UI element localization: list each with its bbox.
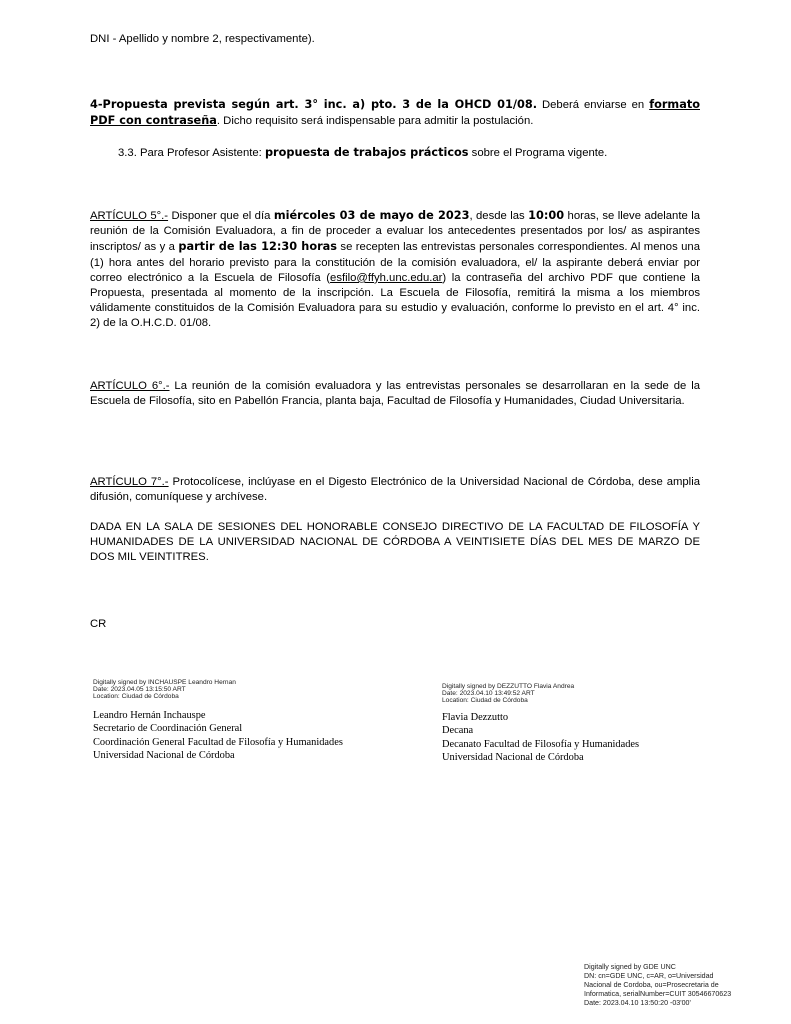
art5-text-2: , desde las [469,210,529,222]
gde-line: DN: cn=GDE UNC, c=AR, o=Universidad [584,971,714,980]
articulo-7-label: ARTÍCULO 7°.- [90,476,169,488]
signatory-name: Leandro Hernán Inchauspe [93,710,206,721]
gde-line: Digitally signed by GDE UNC [584,963,676,971]
articulo-6 [90,379,700,409]
propuesta-format: formato PDF con contraseña [90,98,700,128]
signatory-office: Decanato Facultad de Filosofía y Humanidades [442,738,640,750]
signatory-office: Coordinación General Facultad de Filosofía y Humanidades [93,736,343,748]
art5-text-4: se recepten las entrevistas personales correspondientes. Al menos una (1) hora antes del horario previsto para la constitución de la comisión evaluadora, el/ la aspirante deberá enviar por correo electrónico a la Escuela de Filosofía ( [90,241,700,284]
articulo-6-label: ARTÍCULO 6°.- [90,380,170,392]
asistente-text-2: sobre el Programa vigente. [468,147,608,159]
email-link[interactable]: esfilo@ffyh.unc.edu.ar [330,271,443,284]
articulo-5-label: ARTÍCULO 5°.- [90,210,169,222]
stamp-line: Location: Ciudad de Córdoba [442,697,528,704]
paragraph-profesor-asistente [118,145,700,161]
art5-text-1: Disponer que el día [168,210,274,222]
propuesta-heading: 4-Propuesta prevista según art. 3° inc. a) pto. 3 de la OHCD 01/08. [90,98,537,111]
art6-text: La reunión de la comisión evaluadora y las entrevistas personales se desarrollaran en la sede de la Escuela de Filosofía, sito en Pabellón Francia, planta baja, Facultad de Filosofía y Humanidades, Ciudad Universitaria. [90,380,701,408]
art5-text-5: ) la contraseña del archivo PDF que contiene la Propuesta, presentada al momento de la inscripción. La Escuela de Filosofía, remitirá la misma a los miembros válidamente constituidos de la Comisión Evaluadora para su estudio y evaluación, conforme lo previsto en el art. 4° inc. 2) de la O.H.C.D. 01/08. [90,271,700,330]
gde-line: Informatica, serialNumber=CUIT 30546670623 [584,989,732,998]
stamp-line: Date: 2023.04.10 13:49:52 ART [442,690,535,697]
signatory-role: Secretario de Coordinación General [93,723,243,735]
gde-line: Nacional de Cordoba, ou=Prosecretaria de [584,980,719,989]
continuation-line: DNI - Apellido y nombre 2, respectivamente). [90,33,315,45]
stamp-line: Date: 2023.04.05 13:15:50 ART [93,686,186,693]
art5-text-3: horas, se lleve adelante la reunión de la Comisión Evaluadora, a fin de proceder a evaluar los antecedentes presentados por los/ as aspirantes inscriptos/ as y a [90,210,700,254]
initials: CR [90,618,107,630]
gde-digital-signature [584,963,731,1008]
art5-interview-time: partir de las 12:30 horas [178,240,338,254]
art7-text: Protocolícese, inclúyase en el Digesto Electrónico de la Universidad Nacional de Córdoba, dese amplia difusión, comuníquese y archívese. [90,476,700,504]
paragraph-propuesta [90,97,700,129]
propuesta-text-2: . Dicho requisito será indispensable para admitir la postulación. [216,115,534,128]
art5-time: 10:00 [528,209,565,222]
signatory-1 [93,709,343,762]
stamp-line: Digitally signed by INCHAUSPE Leandro Hernan [93,679,236,686]
gde-line: Date: 2023.04.10 13:50:20 -03'00' [584,998,691,1007]
signature-stamp-2 [442,683,574,704]
stamp-line: Location: Ciudad de Córdoba [93,693,179,700]
art5-date: miércoles 03 de mayo de 2023 [273,209,470,222]
signatory-name: Flavia Dezzutto [442,712,509,723]
signatory-role: Decana [442,725,474,737]
signatory-university: Universidad Nacional de Córdoba [442,751,584,763]
asistente-text-1: 3.3. Para Profesor Asistente: [118,147,265,159]
articulo-5 [90,208,700,332]
signature-stamp-1 [93,679,236,700]
asistente-bold: propuesta de trabajos prácticos [264,146,469,159]
stamp-line: Digitally signed by DEZZUTTO Flavia Andrea [442,683,575,690]
propuesta-text-1: Deberá enviarse en [537,99,650,111]
signatory-2 [442,711,639,764]
dada-paragraph: DADA EN LA SALA DE SESIONES DEL HONORABLE CONSEJO DIRECTIVO DE LA FACULTAD DE FILOSOFÍA Y HUMANIDADES DE LA UNIVERSIDAD NACIONAL DE CÓRDOBA A VEINTISIETE DÍAS DEL MES DE MARZO DE DOS MIL VEINTITRES. [90,521,700,564]
articulo-7 [90,475,700,505]
signatory-university: Universidad Nacional de Córdoba [93,749,235,761]
